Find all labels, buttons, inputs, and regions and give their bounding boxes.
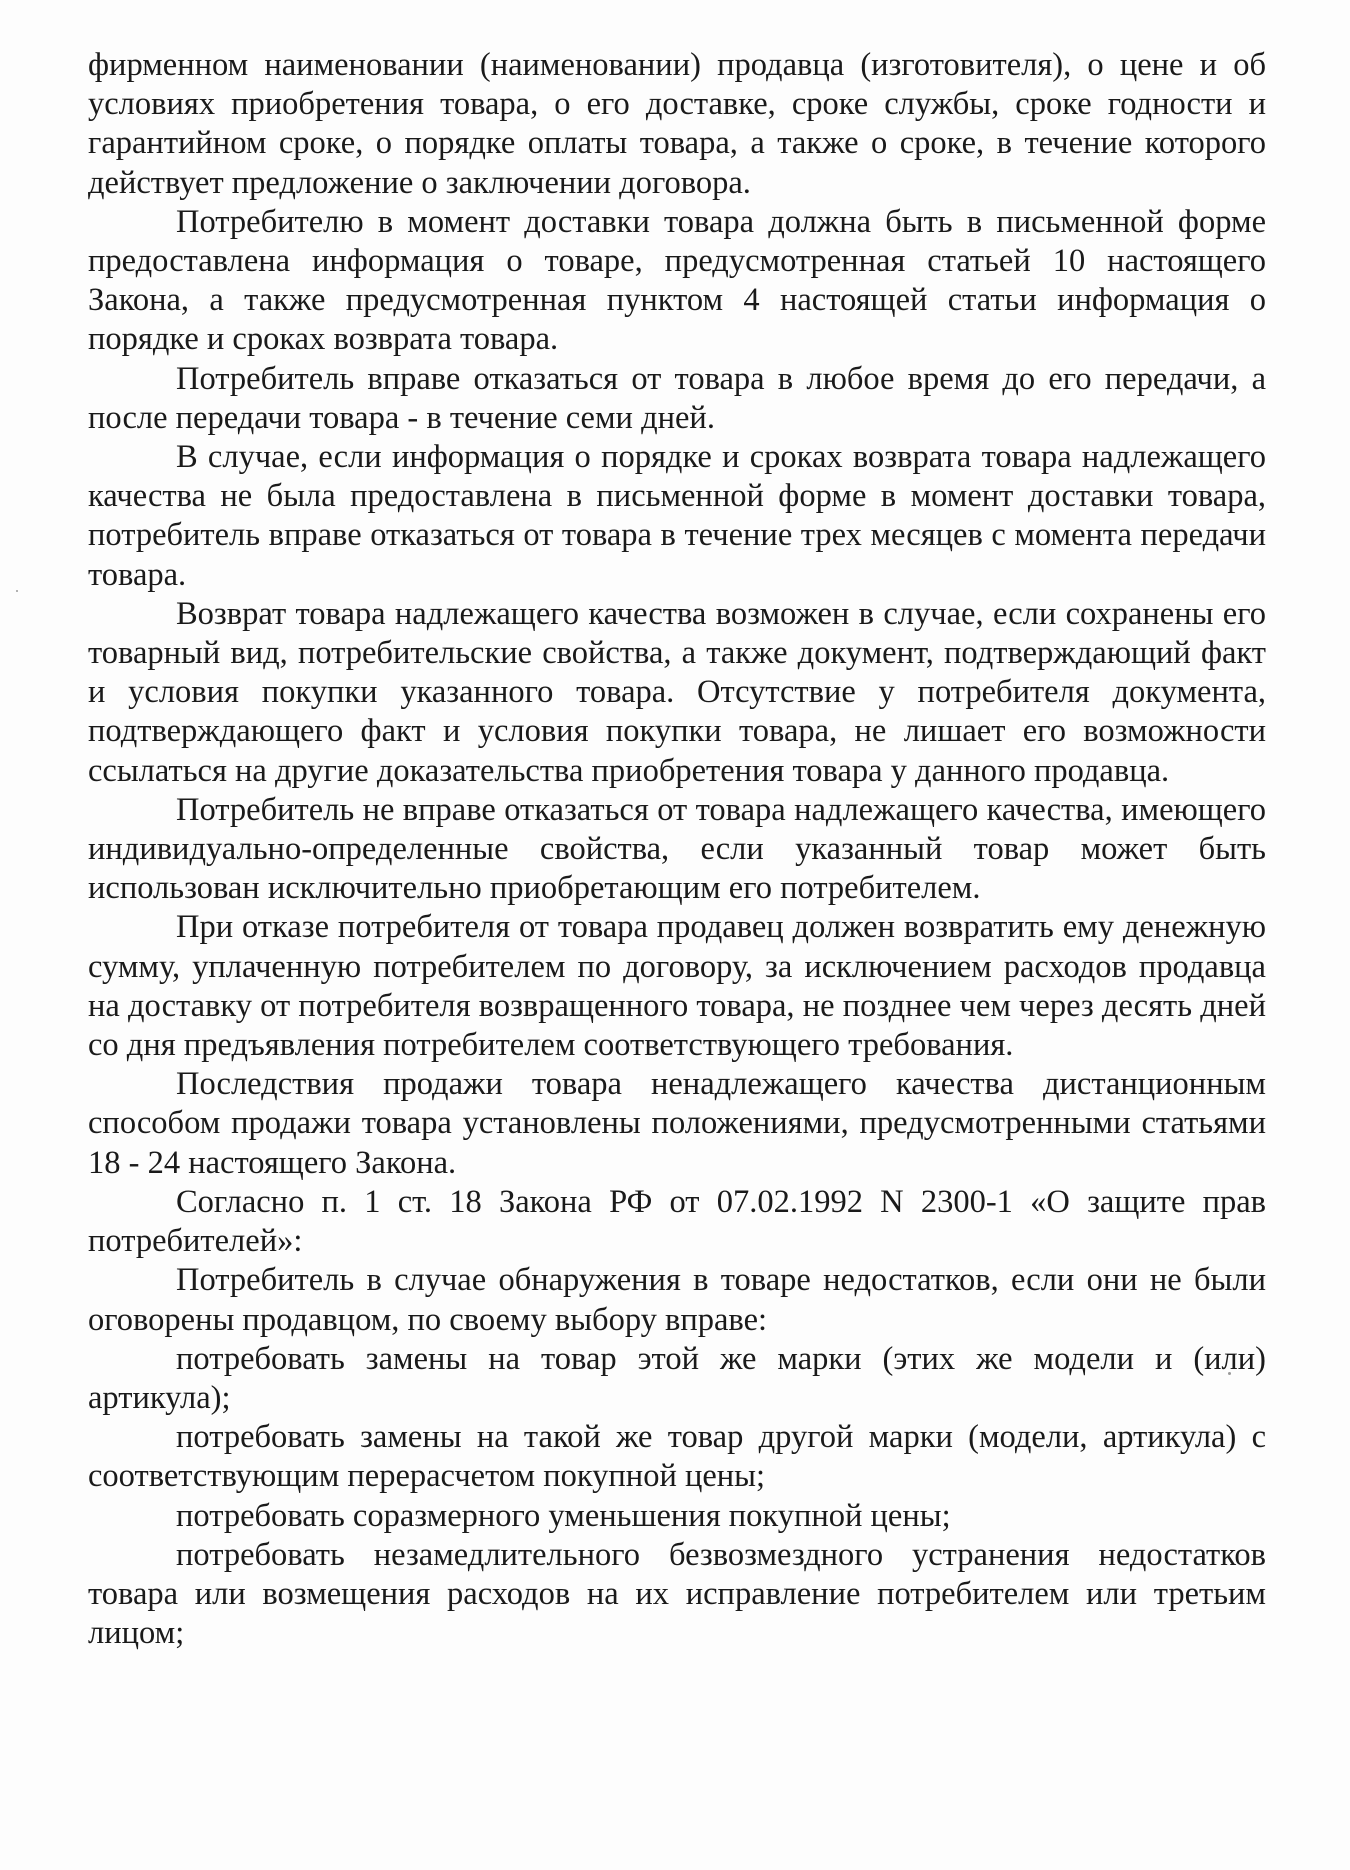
paragraph-refusal-right: Потребитель вправе отказаться от товара в любое время до его передачи, а после передачи товара - в течение семи дней. [88, 360, 1266, 436]
paragraph-refund: При отказе потребителя от товара продавец должен возвратить ему денежную сумму, уплаченную потребителем по договору, за исключением расходов продавца на доставку от потребителя возвращенного товара, не позднее чем через десять дней со дня предъявления потребителем соответствующего требования. [88, 909, 1266, 1064]
list-item-price-reduction: потребовать соразмерного уменьшения покупной цены; [176, 1497, 951, 1534]
paragraph-law-reference: Согласно п. 1 ст. 18 Закона РФ от 07.02.1992 N 2300-1 «О защите прав потребителей»: [88, 1183, 1266, 1260]
paragraph-consumer-rights: Потребитель в случае обнаружения в товаре недостатков, если они не были оговорены продавцом, по своему выбору вправе: [88, 1262, 1266, 1338]
paragraph-continuation: фирменном наименовании (наименовании) продавца (изготовителя), о цене и об условиях приобретения товара, о его доставке, сроке службы, сроке годности и гарантийном сроке, о порядке оплаты товара, а также о сроке, в течение которого действует предложение о заключении договора. [88, 47, 1266, 201]
list-item-replace-same: потребовать замены на товар этой же марки (этих же модели и (или) артикула); [88, 1340, 1266, 1416]
paragraph-delivery-info: Потребителю в момент доставки товара должна быть в письменной форме предоставлена информация о товаре, предусмотренная статьей 10 настоящего Закона, а также предусмотренная пунктом 4 настоящей статьи информация о порядке и сроках возврата товара. [88, 203, 1266, 358]
paragraph-three-months: В случае, если информация о порядке и сроках возврата товара надлежащего качества не была предоставлена в письменной форме в момент доставки товара, потребитель вправе отказаться от товара в течение трех месяцев с момента передачи товара. [88, 439, 1266, 593]
list-item-defect-repair: потребовать незамедлительного безвозмездного устранения недостатков товара или возмещения расходов на их исправление потребителем или третьим лицом; [88, 1536, 1266, 1652]
scan-speck [16, 590, 18, 592]
paragraph-consequences: Последствия продажи товара ненадлежащего качества дистанционным способом продажи товара установлены положениями, предусмотренными статьями 18 - 24 настоящего Закона. [88, 1066, 1266, 1181]
list-item-replace-other: потребовать замены на такой же товар другой марки (модели, артикула) с соответствующим перерасчетом покупной цены; [88, 1419, 1266, 1495]
paragraph-individual-goods: Потребитель не вправе отказаться от товара надлежащего качества, имеющего индивидуально-определенные свойства, если указанный товар может быть использован исключительно приобретающим его потребителем. [88, 791, 1266, 907]
paragraph-return-conditions: Возврат товара надлежащего качества возможен в случае, если сохранены его товарный вид, потребительские свойства, а также документ, подтверждающий факт и условия покупки указанного товара. Отсутствие у потребителя документа, подтверждающего факт и условия покупки товара, не лишает его возможности ссылаться на другие доказательства приобретения товара у данного продавца. [88, 595, 1266, 789]
document-body [88, 46, 1266, 1653]
